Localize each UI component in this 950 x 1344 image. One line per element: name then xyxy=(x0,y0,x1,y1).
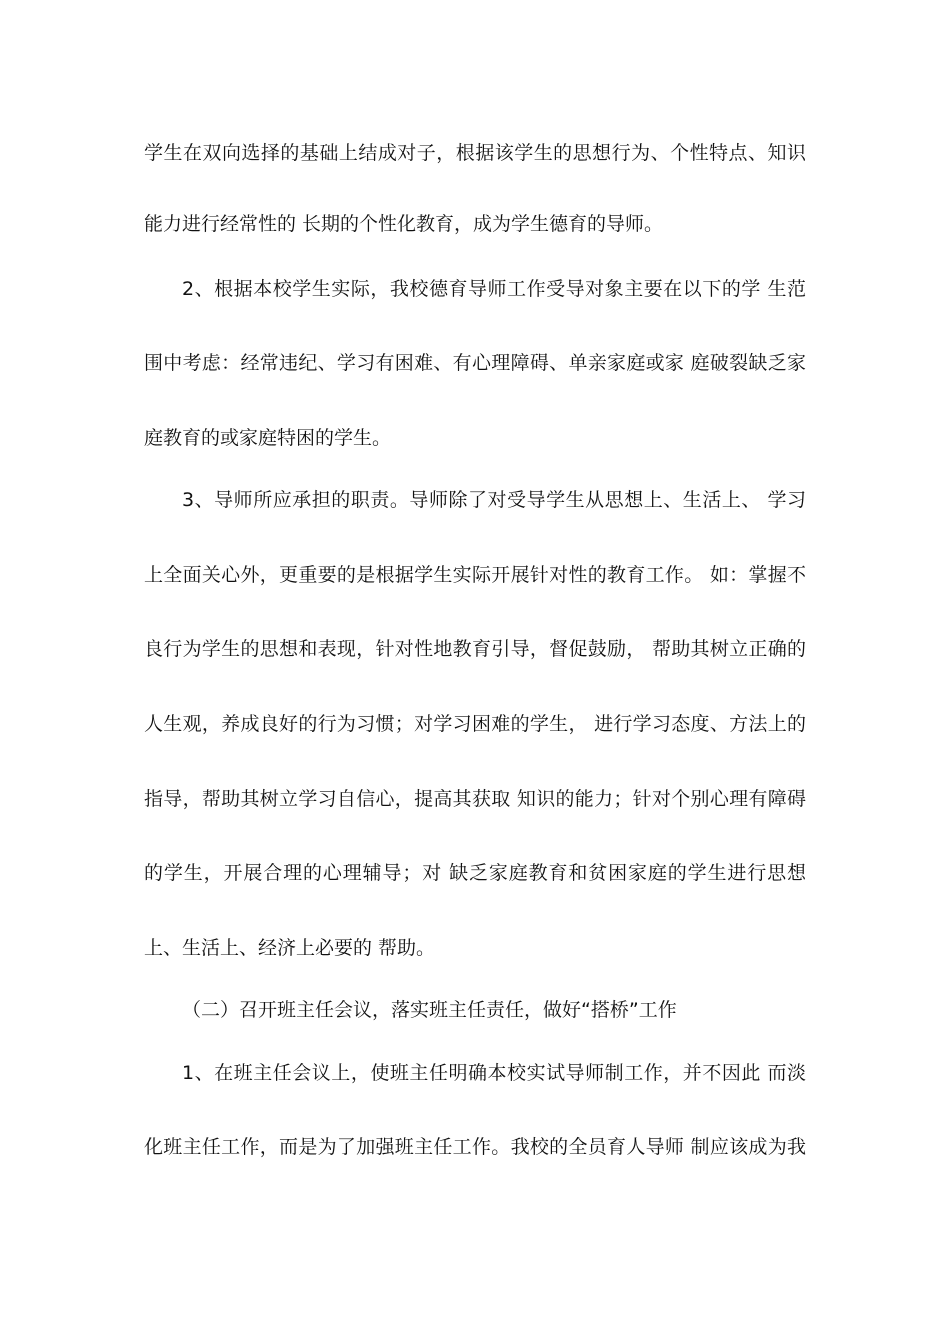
text-line-4: 围中考虑：经常违纪、学习有困难、有心理障碍、单亲家庭或家 庭破裂缺乏家 xyxy=(144,352,806,374)
text-line-14: 1、在班主任会议上，使班主任明确本校实试导师制工作，并不因此 而淡 xyxy=(182,1062,806,1084)
text-line-6: 3、导师所应承担的职责。导师除了对受导学生从思想上、生活上、 学习 xyxy=(182,489,806,511)
text-line-1: 学生在双向选择的基础上结成对子，根据该学生的思想行为、个性特点、知识 xyxy=(144,142,806,164)
text-line-12: 上、生活上、经济上必要的 帮助。 xyxy=(144,937,436,959)
text-line-3: 2、根据本校学生实际，我校德育导师工作受导对象主要在以下的学 生范 xyxy=(182,278,806,300)
text-line-7: 上全面关心外，更重要的是根据学生实际开展针对性的教育工作。 如：掌握不 xyxy=(144,564,806,586)
text-line-11: 的学生，开展合理的心理辅导；对 缺乏家庭教育和贫困家庭的学生进行思想 xyxy=(144,862,806,884)
text-line-9: 人生观，养成良好的行为习惯；对学习困难的学生， 进行学习态度、方法上的 xyxy=(144,713,806,735)
text-line-5: 庭教育的或家庭特困的学生。 xyxy=(144,427,392,449)
text-line-2: 能力进行经常性的 长期的个性化教育，成为学生德育的导师。 xyxy=(144,213,664,235)
section-heading: （二）召开班主任会议，落实班主任责任，做好“搭桥”工作 xyxy=(182,999,677,1021)
text-line-15: 化班主任工作，而是为了加强班主任工作。我校的全员育人导师 制应该成为我 xyxy=(144,1136,806,1158)
text-line-8: 良行为学生的思想和表现，针对性地教育引导，督促鼓励， 帮助其树立正确的 xyxy=(144,638,806,660)
text-line-10: 指导，帮助其树立学习自信心，提高其获取 知识的能力；针对个别心理有障碍 xyxy=(144,788,806,810)
